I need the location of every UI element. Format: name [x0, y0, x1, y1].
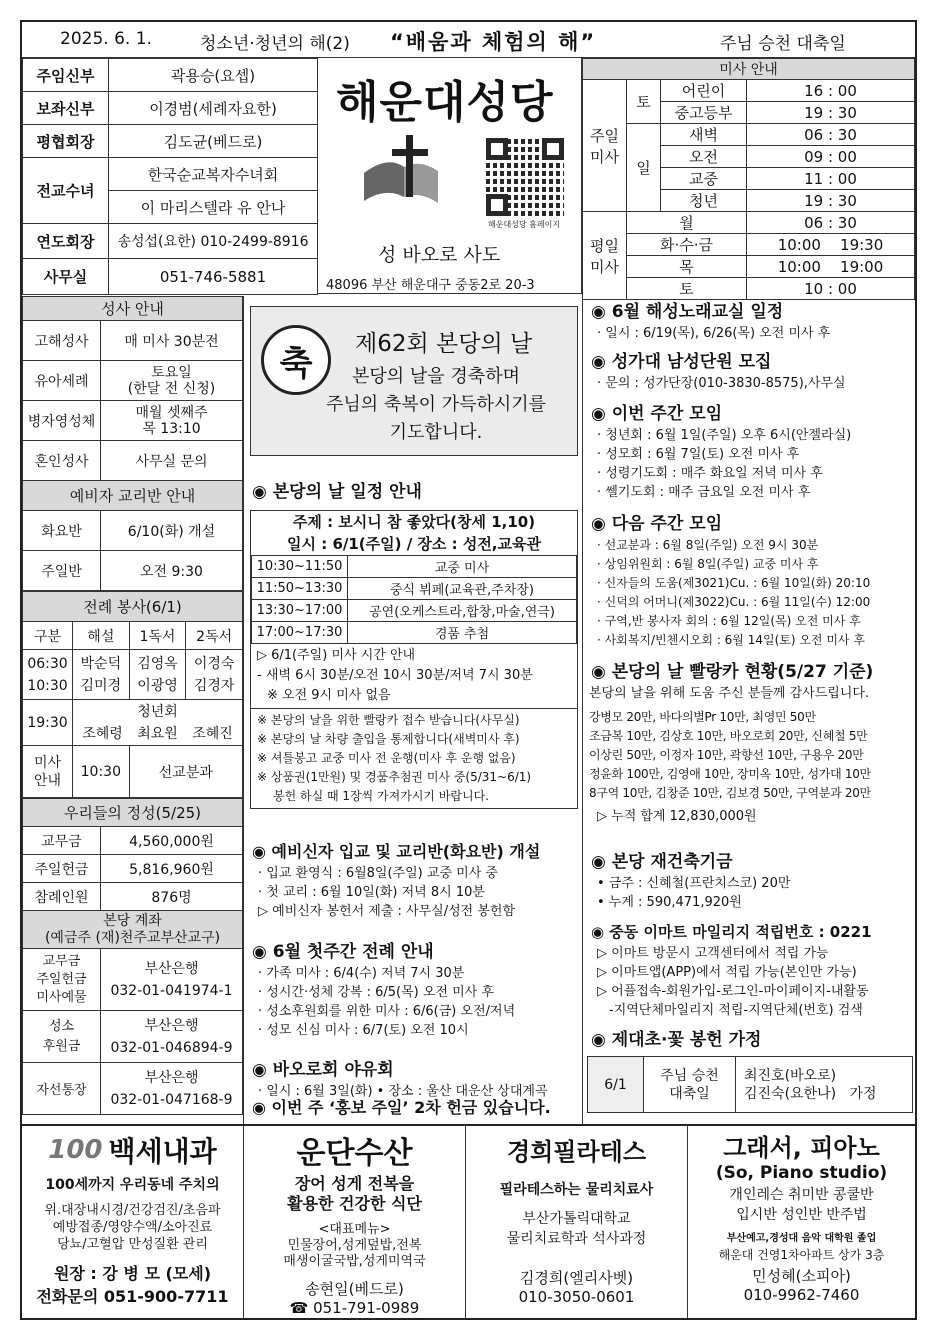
ad-line: 매생이굴국밥,성게미역국	[283, 1254, 426, 1269]
weekday-time-2: 19:00	[840, 257, 884, 276]
flower-notice	[587, 1028, 913, 1113]
staff-role: 보좌신부	[23, 92, 109, 125]
notice-item: ▷ 이마트 방문시 고객센터에서 적립 가능	[597, 946, 829, 961]
notice-item: -지역단체마일리지 적립-지역단체(번호) 검색	[609, 1003, 863, 1018]
notice-item: · 성소후원회를 위한 미사 : 6/6(금) 오전/저녁	[258, 1004, 516, 1019]
notice-item: · 선교분과 : 6월 8일(주일) 오전 9시 30분	[597, 538, 819, 552]
ad-line: 물리치료학과 석사과정	[506, 1231, 647, 1247]
palanca-line: 8구역 10만, 김창준 10만, 김보경 50만, 구역분과 20만	[589, 786, 871, 800]
year-theme: 청소년·청년의 해(2)	[200, 34, 350, 54]
banner-line: 주님의 축복이 가득하시기를	[325, 394, 547, 415]
mass-row-time: 16 : 00	[747, 80, 915, 102]
sacrament-title: 성사 안내	[23, 297, 243, 321]
sacrament-key: 혼인성사	[23, 441, 101, 481]
year-motto: “배움과 체험의 해”	[390, 30, 597, 54]
bank-key: 성소	[48, 1018, 75, 1034]
ad-title-2: (So, Piano studio)	[715, 1163, 888, 1183]
notice-item: • 누계 : 590,471,920원	[597, 895, 742, 910]
catechumen-title: 예비자 교리반 안내	[23, 481, 243, 511]
men-choir-notice	[587, 350, 913, 393]
clinic-logo-icon: 100	[48, 1135, 103, 1165]
weekday-time	[747, 234, 915, 256]
catechumen-value: 오전 9:30	[101, 551, 243, 591]
ad-title: 운단수산	[296, 1136, 413, 1171]
ad-clinic[interactable]	[22, 1126, 244, 1318]
sacrament-value: 매 미사 30분전	[101, 321, 243, 361]
sunday-label: 일	[627, 124, 661, 212]
mass-row-time: 19 : 30	[747, 102, 915, 124]
offering-key: 주일헌금	[23, 855, 101, 883]
staff-role: 사무실	[23, 259, 109, 295]
parish-address: 48096 부산 해운대구 중동2로 20-3	[326, 278, 535, 293]
ad-subtitle: 장어 성게 전복을	[294, 1174, 415, 1193]
weekday-label: 목	[627, 256, 747, 278]
first-week-title: ◉ 6월 첫주간 전례 안내	[252, 942, 434, 962]
bank-title: 본당 계좌	[103, 912, 162, 929]
liturgy-person: 김영옥	[137, 655, 178, 672]
left-column	[22, 296, 244, 1124]
liturgy-person: 조혜진	[192, 725, 233, 742]
flower-donor: 최진호(바오로)	[744, 1067, 837, 1084]
banner-line: 기도합니다.	[389, 422, 483, 443]
mass-schedule	[582, 58, 915, 298]
ad-line: <대표메뉴>	[318, 1222, 391, 1237]
catechumen-notice	[248, 840, 582, 921]
ad-pilates[interactable]	[466, 1126, 688, 1318]
staff-role: 전교수녀	[23, 158, 109, 224]
middle-column	[248, 300, 582, 1124]
mass-guide-label: 미사	[33, 754, 62, 771]
this-week-notice	[587, 402, 913, 502]
sunday-mass-label: 주일 미사	[583, 80, 627, 212]
schedule-time: 13:30~17:00	[252, 600, 348, 622]
ads-row	[22, 1124, 915, 1318]
bank-key: 자선통장	[23, 1063, 101, 1115]
ad-small: 부산예고,경성대 음악 대학원 졸업	[726, 1233, 877, 1244]
ad-phone[interactable]: ☎ 051-791-0989	[289, 1299, 420, 1317]
liturgy-head: 1독서	[129, 622, 186, 650]
notice-item: · 신자들의 도움(제3021)Cu. : 6월 10일(화) 20:10	[597, 576, 871, 590]
anniversary-when: 일시 : 6/1(주일) / 장소 : 성전,교육관	[287, 535, 541, 553]
feast-name: 주님 승천 대축일	[720, 34, 846, 54]
ad-title: 백세내과	[108, 1135, 217, 1168]
mass-row-label: 어린이	[661, 80, 747, 102]
anniversary-note: ※ 셔틀봉고 교중 미사 전 운행(미사 후 운행 없음)	[257, 751, 516, 765]
staff-role: 주임신부	[23, 59, 109, 92]
mass-time-note: - 새벽 6시 30분/오전 10시 30분/저녁 7시 30분	[257, 668, 533, 683]
palanca-total: ▷ 누적 합계 12,830,000원	[597, 809, 757, 824]
notice-item: · 신덕의 어머니(제3022)Cu. : 6월 11일(수) 12:00	[597, 595, 871, 609]
notice-item: · 가족 미사 : 6/4(수) 저녁 7시 30분	[258, 966, 465, 981]
liturgy-time: 10:30	[27, 677, 68, 694]
notice-item: · 쎌기도회 : 매주 금요일 오전 미사 후	[597, 485, 811, 500]
schedule-event: 공연(오케스트라,합창,마술,연극)	[348, 600, 577, 622]
palanca-line: 조금복 10만, 김상호 10만, 바오로회 20만, 신혜철 5만	[589, 729, 868, 743]
promo-sunday-notice: ◉ 이번 주 ‘홍보 주일’ 2차 헌금 있습니다.	[252, 1098, 551, 1117]
palanca-notice	[587, 660, 913, 826]
staff-table	[22, 58, 318, 294]
flower-title: ◉ 제대초·꽃 봉헌 가정	[591, 1030, 762, 1050]
ad-title: 그래서, 피아노	[723, 1134, 880, 1162]
catechumen-key: 화요반	[23, 511, 101, 551]
weekday-label: 화·수·금	[627, 234, 747, 256]
liturgy-time: 19:30	[23, 700, 73, 746]
header-bar	[22, 22, 915, 58]
ad-subtitle: 필라테스하는 물리치료사	[499, 1182, 654, 1198]
notice-item: • 금주 : 신혜철(프란치스코) 20만	[597, 876, 791, 891]
ad-phone[interactable]: 010-9962-7460	[743, 1286, 860, 1304]
staff-name: 이경범(세례자요한)	[109, 92, 318, 125]
anniversary-banner	[250, 306, 578, 456]
schedule-event: 교중 미사	[348, 556, 577, 578]
flower-donor: 김진숙(요한나)	[744, 1085, 837, 1102]
staff-role: 평협회장	[23, 125, 109, 158]
ad-piano[interactable]	[688, 1126, 915, 1318]
this-week-title: ◉ 이번 주간 모임	[591, 404, 723, 424]
bank-account[interactable]: 032-01-046894-9	[110, 1039, 233, 1056]
notice-item: · 성령기도회 : 매주 화요일 저녁 미사 후	[597, 466, 823, 481]
saturday-label: 토	[627, 80, 661, 124]
offering-title: 우리들의 정성(5/25)	[23, 799, 243, 827]
offering-value: 876명	[101, 883, 243, 911]
mass-guide-group: 선교분과	[129, 746, 242, 798]
notice-item: · 문의 : 성가단장(010-3830-8575),사무실	[597, 376, 846, 391]
notice-item: · 성모 신심 미사 : 6/7(토) 오전 10시	[258, 1023, 469, 1038]
mass-row-label: 새벽	[661, 124, 747, 146]
anniversary-theme: 주제 : 보시니 참 좋았다(창세 1,10)	[292, 513, 536, 531]
right-column	[582, 294, 915, 1124]
offering-value: 5,816,960원	[101, 855, 243, 883]
bank-subtitle: (예금주 (재)천주교부산교구)	[44, 929, 221, 946]
weekday-mass-label: 평일 미사	[583, 212, 627, 300]
rebuild-fund-notice	[587, 850, 913, 912]
bank-account[interactable]: 032-01-047168-9	[110, 1091, 233, 1108]
ad-line: 부산가톨릭대학교	[522, 1211, 631, 1227]
choir-title: ◉ 6월 해성노래교실 일정	[591, 302, 784, 322]
ad-line: 민물장어,성게덮밥,전복	[287, 1238, 422, 1253]
palanca-line: 강병모 20만, 바다의별Pr 10만, 최영민 50만	[589, 710, 816, 724]
flower-feast: 주님 승천	[660, 1067, 719, 1084]
sacrament-value: 매월 셋째주	[135, 404, 208, 421]
ad-owner: 민성혜(소피아)	[752, 1267, 851, 1285]
ad-owner: 김경희(엘리사벳)	[519, 1269, 634, 1287]
ad-owner: 원장 : 강 병 모 (모세)	[53, 1264, 212, 1283]
bulletin-page	[20, 20, 917, 1320]
mass-row-time: 11 : 00	[747, 168, 915, 190]
staff-name: 송성섭(요한) 010-2499-8916	[109, 224, 318, 259]
liturgy-person: 조혜령	[82, 725, 123, 742]
anniversary-note: 봉헌 하실 때 1장씩 가져가시기 바랍니다.	[273, 789, 489, 803]
notice-item: · 상임위원회 : 6월 8일(주일) 교중 미사 후	[597, 557, 819, 571]
notice-item: · 성시간·성체 강복 : 6/5(목) 오전 미사 후	[258, 985, 494, 1000]
mass-row-time: 19 : 30	[747, 190, 915, 212]
emart-notice	[587, 920, 913, 1020]
bank-key: 주일헌금	[36, 971, 87, 987]
weekday-label: 토	[627, 278, 747, 300]
palanca-title: ◉ 본당의 날 빨랑카 현황(5/27 기준)	[591, 662, 874, 682]
parish-name: 해운대성당	[336, 77, 554, 128]
liturgy-group: 청년회	[137, 703, 178, 720]
paul-club-title: ◉ 바오로회 야유회	[252, 1060, 394, 1080]
next-week-notice	[587, 512, 913, 650]
bank-name: 부산은행	[144, 960, 199, 977]
notice-item: ▷ 예비신자 봉헌서 제출 : 사무실/성전 봉헌함	[258, 904, 516, 919]
schedule-event: 경품 추첨	[348, 622, 577, 644]
ad-phone[interactable]: 전화문의 051-900-7711	[36, 1287, 229, 1306]
choir-notice	[587, 300, 913, 343]
notice-item: ▷ 이마트앱(APP)에서 적립 가능(본인만 가능)	[597, 965, 857, 980]
ad-subtitle: 활용한 건강한 식단	[287, 1194, 422, 1213]
bank-name: 부산은행	[144, 1069, 199, 1086]
liturgy-head: 2독서	[186, 622, 243, 650]
mass-row-time: 09 : 00	[747, 146, 915, 168]
sacrament-key: 유아세례	[23, 361, 101, 401]
offering-key: 참례인원	[23, 883, 101, 911]
staff-name: 곽용승(요셉)	[109, 59, 318, 92]
bank-name: 부산은행	[144, 1017, 199, 1034]
liturgy-person: 이광영	[137, 677, 178, 694]
liturgy-head: 해설	[73, 622, 130, 650]
palanca-thanks: 본당의 날을 위해 도움 주신 분들께 감사드립니다.	[589, 686, 870, 701]
ad-seafood[interactable]	[244, 1126, 466, 1318]
weekday-time-1: 10:00	[777, 257, 821, 276]
mass-row-time: 06 : 30	[747, 124, 915, 146]
sacrament-value-2: (한달 전 신청)	[127, 380, 216, 397]
mass-title: 미사 안내	[583, 59, 915, 80]
notice-item: · 입교 환영식 : 6월8일(주일) 교중 미사 중	[258, 866, 498, 881]
notice-item: · 첫 교리 : 6월 10일(화) 저녁 8시 10분	[258, 885, 485, 900]
ad-subtitle: 100세까지 우리동네 주치의	[45, 1177, 220, 1193]
bank-account[interactable]: 032-01-041974-1	[110, 982, 233, 999]
sacrament-value: 토요일	[151, 364, 192, 381]
qr-caption: 해운대성당 홈페이지	[488, 220, 561, 229]
notice-item: · 사회복지/빈첸시오회 : 6월 14일(토) 오전 미사 후	[597, 633, 865, 647]
issue-date: 2025. 6. 1.	[60, 29, 152, 49]
weekday-time: 06 : 30	[747, 212, 915, 234]
mass-row-label: 중고등부	[661, 102, 747, 124]
liturgy-person: 최요원	[137, 725, 178, 742]
notice-item: ▷ 어플접속-회원가입-로그인-마이페이지-내활동	[597, 984, 869, 999]
liturgy-time: 06:30	[27, 655, 68, 672]
ad-line: 위.대장내시경/건강검진/초음파	[44, 1203, 221, 1218]
rebuild-fund-title: ◉ 본당 재건축기금	[591, 852, 733, 872]
schedule-event: 중식 뷔페(교육관,주차장)	[348, 578, 577, 600]
palanca-line: 이상린 50만, 이정자 10만, 곽향선 10만, 구용우 20만	[589, 748, 864, 762]
schedule-time: 11:50~13:30	[252, 578, 348, 600]
flower-family: 가정	[849, 1085, 877, 1102]
notice-item: · 청년회 : 6월 1일(주일) 오후 6시(안젤라실)	[597, 428, 852, 443]
next-week-title: ◉ 다음 주간 모임	[591, 514, 723, 534]
ad-title: 경희필라테스	[506, 1138, 647, 1166]
liturgy-title: 전례 봉사(6/1)	[23, 592, 243, 622]
ad-line: 당뇨/고혈압 만성질환 관리	[57, 1237, 208, 1252]
banner-line: 본당의 날을 경축하며	[352, 366, 520, 387]
liturgy-person: 김경자	[193, 677, 235, 694]
mass-guide-time: 10:30	[73, 746, 130, 798]
liturgy-person: 박순덕	[80, 655, 122, 672]
notice-item: · 성모회 : 6월 7일(토) 오전 미사 후	[597, 447, 800, 462]
catechumen-notice-title: ◉ 예비신자 입교 및 교리반(화요반) 개설	[252, 842, 541, 861]
bank-key: 교무금	[42, 953, 81, 969]
mass-row-label: 오전	[661, 146, 747, 168]
sacrament-key: 고해성사	[23, 321, 101, 361]
liturgy-person: 이경숙	[193, 655, 235, 672]
weekday-time	[747, 256, 915, 278]
ad-address: 해운대 건영1차아파트 상가 3층	[718, 1248, 885, 1262]
first-week-notice	[248, 940, 582, 1040]
emart-title: ◉ 중동 이마트 마일리지 적립번호 : 0221	[591, 923, 872, 941]
sacrament-key: 병자영성체	[23, 401, 101, 441]
notice-item: · 구역,반 봉사자 회의 : 6월 12일(목) 오전 미사 후	[597, 614, 861, 628]
ad-line: 입시반 성인반 반주법	[736, 1207, 867, 1223]
anniversary-note: ※ 상품권(1만원) 및 경품추첨권 미사 중(5/31~6/1)	[257, 770, 532, 784]
bank-key: 미사예물	[36, 989, 87, 1005]
offering-value: 4,560,000원	[101, 827, 243, 855]
weekday-label: 월	[627, 212, 747, 234]
offering-key: 교무금	[23, 827, 101, 855]
church-logo-icon	[358, 133, 442, 213]
notice-item: · 일시 : 6/19(목), 6/26(목) 오전 미사 후	[597, 326, 831, 341]
qr-code-icon[interactable]	[486, 138, 564, 216]
flower-date: 6/1	[588, 1057, 644, 1113]
mass-row-label: 청년	[661, 190, 747, 212]
anniversary-schedule-title: ◉ 본당의 날 일정 안내	[252, 482, 422, 502]
staff-name: 김도균(베드로)	[109, 125, 318, 158]
staff-role: 연도회장	[23, 224, 109, 259]
palanca-line: 정윤화 100만, 김영애 10만, 장미옥 10만, 성가대 10만	[589, 767, 871, 781]
sacrament-value: 사무실 문의	[101, 441, 243, 481]
staff-name: 이 마리스텔라 유 안나	[109, 191, 318, 224]
banner-title: 제62회 본당의 날	[355, 331, 533, 357]
mass-time-note: ※ 오전 9시 미사 없음	[267, 688, 391, 703]
ad-line: 개인레슨 취미반 콩쿨반	[729, 1187, 874, 1203]
weekday-time: 10 : 00	[747, 278, 915, 300]
anniversary-schedule-box	[250, 510, 578, 809]
paul-club-notice	[248, 1058, 582, 1101]
mass-row-label: 교중	[661, 168, 747, 190]
mass-guide-label: 안내	[33, 772, 62, 789]
parish-block	[318, 58, 582, 294]
flower-feast: 대축일	[669, 1085, 710, 1102]
schedule-time: 17:00~17:30	[252, 622, 348, 644]
liturgy-person: 김미경	[80, 677, 122, 694]
anniversary-note: ※ 본당의 날 차량 출입을 통제합니다(새벽미사 후)	[257, 732, 520, 746]
notice-item: · 일시 : 6월 3일(화) • 장소 : 울산 대운산 상대계곡	[258, 1084, 548, 1099]
sacrament-value-2: 목 13:10	[142, 420, 201, 437]
mass-time-note: ▷ 6/1(주일) 미사 시간 안내	[257, 648, 416, 663]
ad-line: 예방접종/영양수액/소아진료	[52, 1220, 213, 1235]
catechumen-value: 6/10(화) 개설	[101, 511, 243, 551]
patron-saint: 성 바오로 사도	[378, 244, 501, 266]
catechumen-key: 주일반	[23, 551, 101, 591]
weekday-time-2: 19:30	[840, 235, 884, 254]
schedule-time: 10:30~11:50	[252, 556, 348, 578]
liturgy-head: 구분	[23, 622, 73, 650]
bank-key: 후원금	[42, 1038, 81, 1054]
weekday-time-1: 10:00	[777, 235, 821, 254]
men-choir-title: ◉ 성가대 남성단원 모집	[591, 352, 772, 372]
ad-phone[interactable]: 010-3050-0601	[518, 1288, 635, 1306]
celebration-badge-icon: 축	[261, 325, 331, 395]
staff-phone: 051-746-5881	[109, 259, 318, 295]
ad-owner: 송현일(베드로)	[305, 1280, 404, 1298]
anniversary-note: ※ 본당의 날을 위한 빨랑카 접수 받습니다(사무실)	[257, 713, 520, 727]
staff-name: 한국순교복자수녀회	[109, 158, 318, 191]
